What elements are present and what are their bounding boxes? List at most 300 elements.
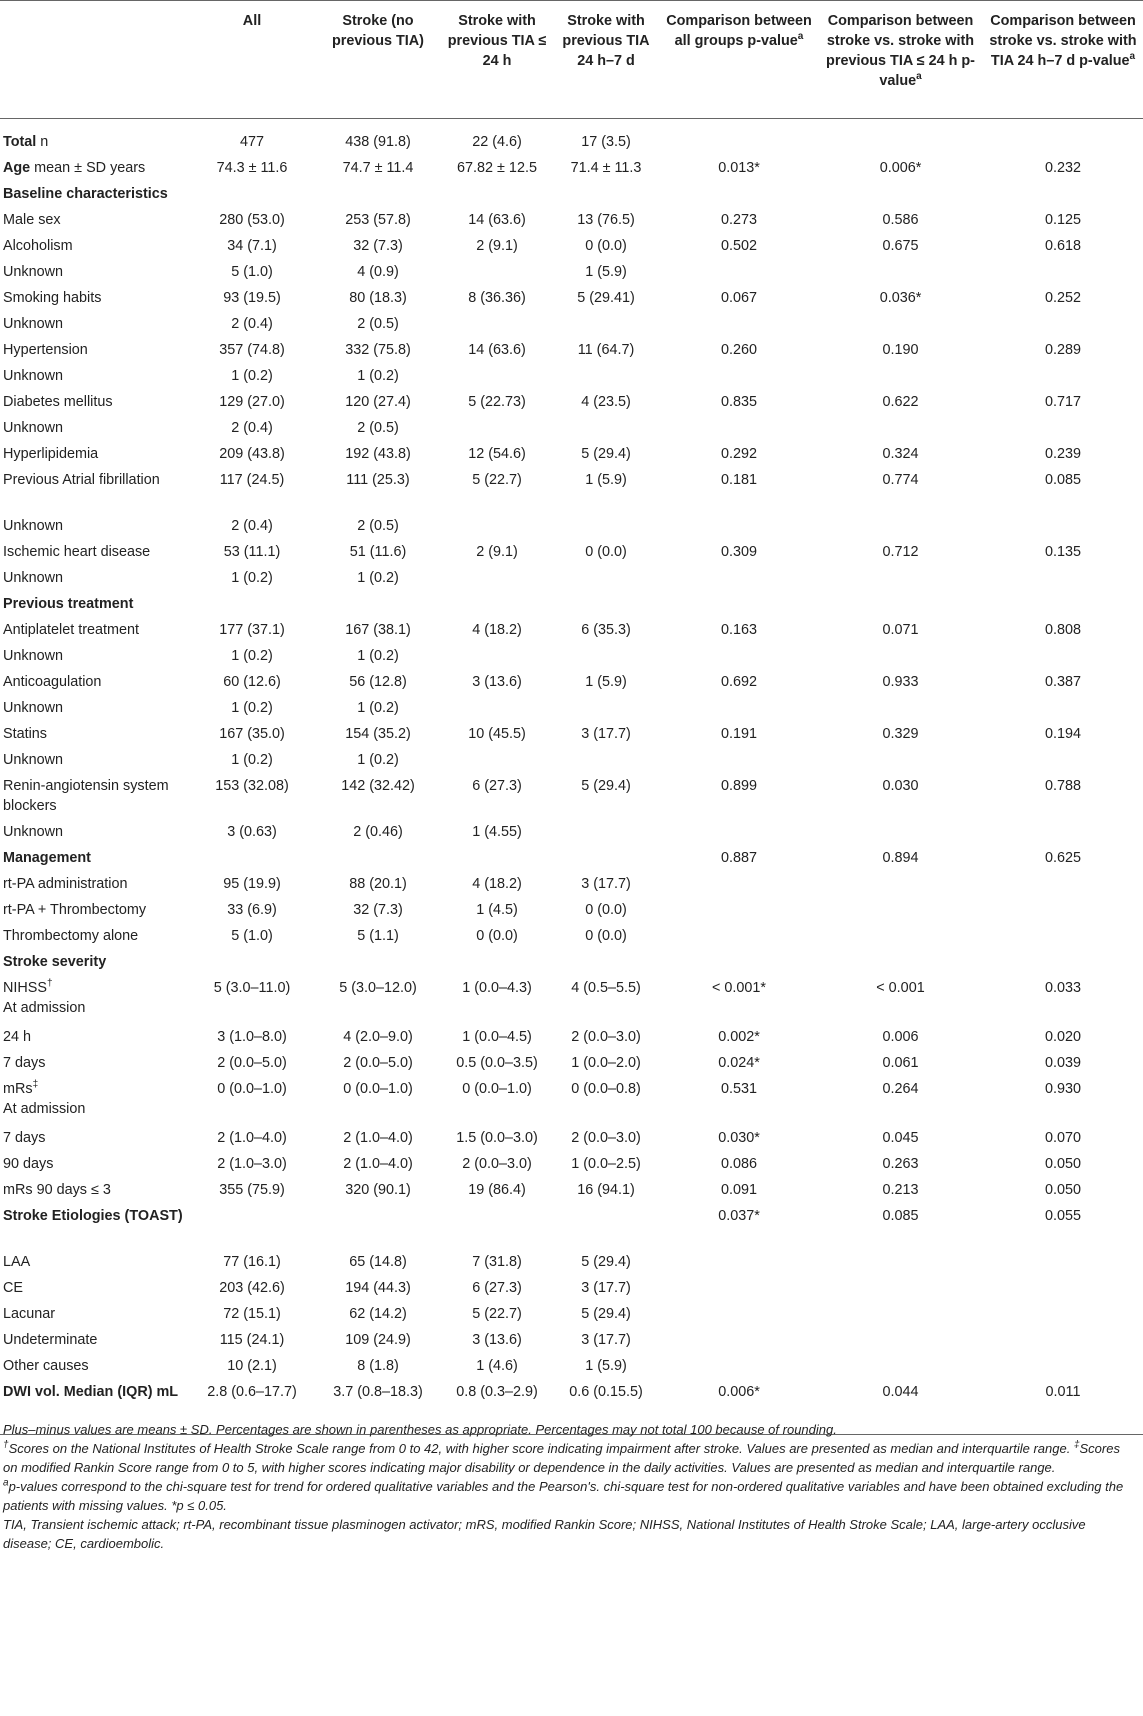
cell-tia24h: 22 (4.6) — [472, 134, 522, 150]
cell-p-7d — [983, 1301, 1143, 1327]
table-row — [0, 845, 1143, 871]
row-label: Unknown — [3, 700, 63, 716]
table-row — [0, 337, 1143, 363]
cell-tia24h: 5 (22.7) — [472, 472, 522, 488]
row-label: Total n — [3, 134, 49, 150]
cell-all: 74.3 ± 11.6 — [216, 160, 288, 176]
cell-tia24h: 14 (63.6) — [468, 212, 526, 228]
cell-tia24h: 0.8 (0.3–2.9) — [456, 1384, 538, 1400]
cell-tia24h — [442, 311, 552, 337]
cell-tia24h: 5 (22.73) — [468, 394, 526, 410]
row-label: Unknown — [3, 316, 63, 332]
cell-tia7d: 0 (0.0) — [585, 902, 627, 918]
cell-tia24h: 6 (27.3) — [472, 1280, 522, 1296]
row-label: Unknown — [3, 648, 63, 664]
cell-p-24h — [818, 923, 983, 949]
cell-stroke: 2 (0.5) — [357, 518, 399, 534]
cell-tia24h: 5 (22.7) — [472, 1306, 522, 1322]
table-row — [0, 897, 1143, 923]
cell-tia24h: 14 (63.6) — [468, 342, 526, 358]
row-label: Statins — [3, 726, 47, 742]
cell-p-all: 0.273 — [720, 212, 757, 228]
cell-p-7d: 0.717 — [1044, 394, 1081, 410]
cell-tia7d — [552, 311, 660, 337]
cell-tia24h — [442, 747, 552, 773]
cell-all: 115 (24.1) — [219, 1332, 285, 1348]
cell-p-7d — [983, 1353, 1143, 1379]
cell-p-all: 0.086 — [720, 1156, 757, 1172]
cell-p-7d: 0.625 — [1044, 850, 1081, 866]
cell-tia7d — [552, 643, 660, 669]
table-row — [0, 539, 1143, 565]
cell-tia24h — [442, 845, 552, 871]
cell-tia24h: 1 (4.6) — [476, 1358, 518, 1374]
cell-stroke: 438 (91.8) — [345, 134, 411, 150]
cell-stroke: 2 (0.46) — [353, 824, 403, 840]
cell-p-7d — [983, 1327, 1143, 1353]
cell-tia24h: 19 (86.4) — [468, 1182, 526, 1198]
row-label: Diabetes mellitus — [3, 394, 113, 410]
cell-p-7d — [983, 565, 1143, 591]
cell-all: 93 (19.5) — [223, 290, 281, 306]
cell-tia7d: 1 (0.0–2.0) — [571, 1055, 641, 1071]
cell-all: 2 (0.4) — [231, 420, 273, 436]
cell-p-7d — [983, 311, 1143, 337]
row-label: Unknown — [3, 824, 63, 840]
cell-p-24h: 0.030 — [882, 778, 919, 794]
cell-p-7d — [983, 513, 1143, 539]
cell-p-24h — [818, 181, 983, 207]
cell-p-7d: 0.050 — [1044, 1156, 1081, 1172]
table-row — [0, 207, 1143, 233]
row-label: rt-PA + Thrombectomy — [3, 902, 147, 918]
row-label: mRs‡ At admission — [3, 1079, 86, 1117]
cell-p-24h — [818, 1249, 983, 1275]
cell-tia7d: 1 (5.9) — [585, 674, 627, 690]
cell-all: 355 (75.9) — [219, 1182, 285, 1198]
cell-all: 203 (42.6) — [219, 1280, 285, 1296]
cell-stroke: 8 (1.8) — [357, 1358, 399, 1374]
cell-all: 5 (1.0) — [231, 928, 273, 944]
row-label: Unknown — [3, 518, 63, 534]
cell-p-7d — [983, 871, 1143, 897]
cell-p-24h: 0.263 — [882, 1156, 919, 1172]
cell-all: 5 (1.0) — [231, 264, 273, 280]
cell-stroke: 2 (0.5) — [357, 420, 399, 436]
row-label: Unknown — [3, 264, 63, 280]
cell-tia7d: 11 (64.7) — [577, 342, 635, 358]
cell-p-24h: 0.071 — [882, 622, 919, 638]
row-label: Baseline characteristics — [3, 186, 168, 202]
cell-tia7d — [552, 181, 660, 207]
cell-tia24h — [442, 363, 552, 389]
cell-all — [190, 181, 314, 207]
cell-p-24h: 0.085 — [882, 1208, 919, 1224]
cell-stroke: 65 (14.8) — [349, 1254, 407, 1270]
cell-all: 357 (74.8) — [219, 342, 285, 358]
cell-p-all — [660, 1327, 818, 1353]
table-row — [0, 1301, 1143, 1327]
cell-p-all: 0.502 — [720, 238, 757, 254]
column-header: Comparison between stroke vs. stroke with previous TIA ≤ 24 h p-value$^a$ — [826, 13, 975, 89]
row-label: Stroke severity — [3, 954, 107, 970]
row-label: Smoking habits — [3, 290, 102, 306]
cell-all: 1 (0.2) — [231, 752, 273, 768]
table-row — [0, 1151, 1143, 1177]
cell-tia7d — [552, 1203, 660, 1249]
cell-tia7d: 71.4 ± 11.3 — [570, 160, 642, 176]
cell-tia7d: 0.6 (0.15.5) — [569, 1384, 643, 1400]
cell-p-7d: 0.011 — [1045, 1384, 1081, 1400]
table-row — [0, 565, 1143, 591]
cell-tia24h: 10 (45.5) — [468, 726, 526, 742]
cell-tia7d: 5 (29.4) — [581, 446, 631, 462]
cell-p-all — [660, 181, 818, 207]
cell-tia7d: 0 (0.0) — [585, 928, 627, 944]
cell-tia24h: 12 (54.6) — [468, 446, 526, 462]
row-label: Anticoagulation — [3, 674, 102, 690]
cell-p-all: 0.030* — [718, 1130, 760, 1146]
table-row — [0, 1125, 1143, 1151]
cell-p-all — [660, 897, 818, 923]
cell-p-all — [660, 513, 818, 539]
cell-tia7d — [552, 565, 660, 591]
table-row — [0, 773, 1143, 819]
cell-stroke: 56 (12.8) — [349, 674, 407, 690]
cell-tia7d: 17 (3.5) — [581, 134, 631, 150]
cell-p-all — [660, 1301, 818, 1327]
cell-stroke — [314, 1203, 442, 1249]
cell-stroke: 109 (24.9) — [345, 1332, 411, 1348]
cell-p-7d — [983, 119, 1143, 156]
cell-tia7d: 1 (0.0–2.5) — [571, 1156, 641, 1172]
cell-p-24h — [818, 363, 983, 389]
cell-stroke: 74.7 ± 11.4 — [342, 160, 414, 176]
cell-tia7d: 4 (23.5) — [581, 394, 631, 410]
cell-p-24h: 0.044 — [882, 1384, 919, 1400]
table-row — [0, 1050, 1143, 1076]
cell-stroke: 2 (0.0–5.0) — [343, 1055, 413, 1071]
cell-p-24h — [818, 259, 983, 285]
cell-p-24h — [818, 591, 983, 617]
cell-p-7d: 0.050 — [1044, 1182, 1081, 1198]
cell-all: 1 (0.2) — [231, 700, 273, 716]
cell-p-24h: 0.675 — [882, 238, 919, 254]
cell-p-7d: 0.135 — [1044, 544, 1081, 560]
cell-all: 2 (1.0–4.0) — [217, 1130, 287, 1146]
footnote-4: TIA, Transient ischemic attack; rt-PA, recombinant tissue plasminogen activator; mRS, modified Rankin Score; NIHSS, National Institutes of Health Stroke Scale; LAA, large-artery occlusive disease; CE, cardioembolic. — [3, 1517, 1086, 1551]
cell-all: 1 (0.2) — [231, 648, 273, 664]
cell-p-all: 0.899 — [720, 778, 757, 794]
cell-stroke: 80 (18.3) — [349, 290, 407, 306]
cell-p-24h: 0.324 — [882, 446, 919, 462]
cell-all: 167 (35.0) — [219, 726, 285, 742]
table-row — [0, 233, 1143, 259]
table-row — [0, 871, 1143, 897]
cell-stroke: 154 (35.2) — [345, 726, 411, 742]
column-header: Comparison between all groups p-value$^a$ — [666, 13, 812, 49]
cell-all: 177 (37.1) — [219, 622, 285, 638]
cell-p-7d: 0.194 — [1044, 726, 1081, 742]
row-label: Unknown — [3, 570, 63, 586]
cell-all: 3 (0.63) — [227, 824, 277, 840]
cell-p-7d: 0.252 — [1044, 290, 1081, 306]
cell-p-7d: 0.808 — [1044, 622, 1081, 638]
cell-tia7d: 1 (5.9) — [585, 264, 627, 280]
cell-stroke: 332 (75.8) — [345, 342, 411, 358]
table-header — [0, 1, 1143, 119]
row-label: 24 h — [3, 1029, 32, 1045]
table-row — [0, 259, 1143, 285]
cell-p-all: 0.887 — [720, 850, 757, 866]
row-label: LAA — [3, 1254, 31, 1270]
cell-tia24h: 1 (4.55) — [472, 824, 522, 840]
cell-stroke: 194 (44.3) — [345, 1280, 411, 1296]
cell-all: 5 (3.0–11.0) — [213, 980, 291, 996]
cell-all: 33 (6.9) — [227, 902, 277, 918]
cell-p-7d — [983, 695, 1143, 721]
table-row — [0, 181, 1143, 207]
cell-p-all — [660, 119, 818, 156]
cell-stroke: 192 (43.8) — [345, 446, 411, 462]
cell-p-all: 0.835 — [720, 394, 757, 410]
cell-p-24h: 0.264 — [882, 1081, 919, 1097]
cell-stroke: 5 (3.0–12.0) — [339, 980, 417, 996]
cell-tia7d: 2 (0.0–3.0) — [571, 1130, 641, 1146]
cell-p-24h: 0.712 — [882, 544, 919, 560]
row-label: Lacunar — [3, 1306, 56, 1322]
cell-p-24h — [818, 415, 983, 441]
cell-tia7d: 0 (0.0) — [585, 544, 627, 560]
cell-all: 0 (0.0–1.0) — [217, 1081, 287, 1097]
cell-p-24h — [818, 1353, 983, 1379]
cell-p-all: 0.292 — [720, 446, 757, 462]
cell-all: 280 (53.0) — [219, 212, 285, 228]
table-row — [0, 1024, 1143, 1050]
table-row — [0, 1275, 1143, 1301]
cell-stroke: 32 (7.3) — [353, 902, 403, 918]
cell-p-24h — [818, 897, 983, 923]
table-row — [0, 467, 1143, 513]
cell-stroke — [314, 845, 442, 871]
cell-p-7d: 0.085 — [1044, 472, 1081, 488]
cell-p-24h — [818, 1327, 983, 1353]
cell-p-all — [660, 643, 818, 669]
cell-stroke: 3.7 (0.8–18.3) — [333, 1384, 423, 1400]
cell-p-all: 0.191 — [720, 726, 757, 742]
cell-tia7d: 5 (29.4) — [581, 1254, 631, 1270]
cell-p-all — [660, 747, 818, 773]
cell-tia7d — [552, 819, 660, 845]
row-label: Alcoholism — [3, 238, 73, 254]
cell-all: 1 (0.2) — [231, 368, 273, 384]
row-label: mRs 90 days ≤ 3 — [3, 1182, 111, 1198]
cell-tia24h — [442, 181, 552, 207]
cell-p-7d — [983, 923, 1143, 949]
footnote-2: †Scores on the National Institutes of Health Stroke Scale range from 0 to 42, with higher score indicating impairment after stroke. Values are presented as median and interquartile range. ‡Scores on modified Rankin Score range from 0 to 5, with higher scores indicating major disability or dependence in the daily activities. Values are presented as median and interquartile range. — [3, 1439, 1120, 1475]
cell-tia7d: 5 (29.41) — [577, 290, 635, 306]
cell-stroke: 1 (0.2) — [357, 648, 399, 664]
cell-p-24h: 0.329 — [882, 726, 919, 742]
cell-stroke — [314, 591, 442, 617]
table-body — [0, 119, 1143, 1435]
cell-tia7d — [552, 415, 660, 441]
table-row — [0, 1177, 1143, 1203]
cell-p-24h — [818, 119, 983, 156]
cell-all — [190, 591, 314, 617]
cell-tia24h: 3 (13.6) — [472, 1332, 522, 1348]
cell-tia7d: 3 (17.7) — [581, 876, 631, 892]
cell-p-7d — [983, 949, 1143, 975]
table-row — [0, 721, 1143, 747]
cell-all: 477 — [239, 134, 264, 150]
cell-p-24h: 0.006* — [879, 160, 922, 176]
cell-all: 129 (27.0) — [219, 394, 285, 410]
cell-tia7d: 3 (17.7) — [581, 1280, 631, 1296]
cell-all: 153 (32.08) — [215, 778, 289, 794]
cell-p-all — [660, 819, 818, 845]
cell-stroke: 2 (1.0–4.0) — [343, 1130, 413, 1146]
cell-p-all — [660, 1275, 818, 1301]
cell-tia7d — [552, 747, 660, 773]
row-label: Previous treatment — [3, 596, 134, 612]
column-header: Stroke (no previous TIA) — [332, 13, 424, 49]
cell-tia7d: 3 (17.7) — [581, 1332, 631, 1348]
cell-tia24h: 0 (0.0) — [476, 928, 518, 944]
row-label: NIHSS† At admission — [3, 978, 86, 1016]
cell-all: 60 (12.6) — [223, 674, 281, 690]
cell-p-24h: 0.190 — [882, 342, 919, 358]
cell-p-7d — [983, 415, 1143, 441]
column-header: Comparison between stroke vs. stroke with TIA 24 h–7 d p-value$^a$ — [989, 13, 1137, 69]
cell-p-7d — [983, 643, 1143, 669]
cell-tia24h: 3 (13.6) — [472, 674, 522, 690]
cell-stroke: 253 (57.8) — [345, 212, 411, 228]
cell-all: 72 (15.1) — [223, 1306, 281, 1322]
cell-tia24h — [442, 695, 552, 721]
cell-tia24h — [442, 1203, 552, 1249]
cell-p-24h — [818, 949, 983, 975]
cell-p-7d: 0.387 — [1044, 674, 1081, 690]
cell-tia24h: 4 (18.2) — [472, 876, 522, 892]
cell-tia7d: 6 (35.3) — [581, 622, 631, 638]
cell-p-24h: 0.213 — [882, 1182, 919, 1198]
cell-p-7d: 0.289 — [1044, 342, 1081, 358]
cell-stroke: 1 (0.2) — [357, 700, 399, 716]
cell-all: 2 (0.4) — [231, 518, 273, 534]
cell-stroke: 62 (14.2) — [349, 1306, 407, 1322]
table-row — [0, 441, 1143, 467]
cell-stroke: 1 (0.2) — [357, 368, 399, 384]
cell-p-7d: 0.239 — [1044, 446, 1081, 462]
cell-p-24h: 0.061 — [882, 1055, 919, 1071]
cell-p-24h: 0.006 — [882, 1029, 919, 1045]
cell-tia7d: 0 (0.0–0.8) — [571, 1081, 641, 1097]
cell-p-7d — [983, 819, 1143, 845]
table-row — [0, 923, 1143, 949]
column-header — [0, 1, 190, 119]
cell-all — [190, 949, 314, 975]
cell-p-24h — [818, 819, 983, 845]
cell-p-7d — [983, 591, 1143, 617]
cell-p-24h — [818, 747, 983, 773]
cell-tia7d — [552, 845, 660, 871]
cell-tia7d: 3 (17.7) — [581, 726, 631, 742]
cell-p-all — [660, 871, 818, 897]
cell-all: 77 (16.1) — [223, 1254, 281, 1270]
cell-all: 10 (2.1) — [227, 1358, 277, 1374]
cell-all: 3 (1.0–8.0) — [217, 1029, 287, 1045]
table-row — [0, 949, 1143, 975]
cell-p-7d: 0.070 — [1044, 1130, 1081, 1146]
cell-p-7d: 0.020 — [1044, 1029, 1081, 1045]
table-row — [0, 119, 1143, 156]
row-label: Antiplatelet treatment — [3, 622, 139, 638]
cell-p-24h: 0.774 — [882, 472, 919, 488]
cell-p-all — [660, 923, 818, 949]
row-label: Renin-angiotensin system blockers — [3, 778, 169, 814]
cell-p-all — [660, 311, 818, 337]
row-label: Management — [3, 850, 91, 866]
cell-tia24h — [442, 415, 552, 441]
cell-all: 2 (1.0–3.0) — [217, 1156, 287, 1172]
cell-tia24h — [442, 259, 552, 285]
table-row — [0, 617, 1143, 643]
cell-stroke: 51 (11.6) — [349, 544, 407, 560]
cell-p-7d — [983, 181, 1143, 207]
row-label: Hypertension — [3, 342, 88, 358]
cell-tia24h: 6 (27.3) — [472, 778, 522, 794]
cell-stroke: 4 (0.9) — [357, 264, 399, 280]
cell-p-all: 0.531 — [720, 1081, 757, 1097]
row-label: Unknown — [3, 368, 63, 384]
cell-p-24h — [818, 1301, 983, 1327]
row-label: Previous Atrial fibrillation — [3, 472, 160, 488]
cell-stroke — [314, 181, 442, 207]
cell-p-all: 0.309 — [720, 544, 757, 560]
cell-tia24h: 0.5 (0.0–3.5) — [456, 1055, 538, 1071]
cell-tia7d — [552, 513, 660, 539]
table-row — [0, 669, 1143, 695]
cell-all: 2 (0.4) — [231, 316, 273, 332]
cell-tia7d: 16 (94.1) — [577, 1182, 635, 1198]
cell-tia7d: 13 (76.5) — [577, 212, 635, 228]
cell-p-7d: 0.618 — [1044, 238, 1081, 254]
cell-tia24h: 1 (0.0–4.3) — [462, 980, 532, 996]
cell-tia7d: 0 (0.0) — [585, 238, 627, 254]
table-row — [0, 415, 1143, 441]
cell-p-all — [660, 565, 818, 591]
cell-p-7d: 0.232 — [1044, 160, 1081, 176]
cell-tia24h: 67.82 ± 12.5 — [457, 160, 537, 176]
cell-p-all: 0.002* — [718, 1029, 760, 1045]
cell-stroke: 2 (1.0–4.0) — [343, 1156, 413, 1172]
cell-p-all — [660, 591, 818, 617]
cell-tia7d: 5 (29.4) — [581, 778, 631, 794]
cell-all — [190, 845, 314, 871]
cell-p-all — [660, 415, 818, 441]
cell-tia7d — [552, 695, 660, 721]
cell-tia7d — [552, 591, 660, 617]
table-row — [0, 591, 1143, 617]
cell-all: 95 (19.9) — [223, 876, 281, 892]
cell-stroke: 111 (25.3) — [346, 472, 410, 488]
cell-p-all: 0.692 — [720, 674, 757, 690]
cell-p-24h: 0.933 — [882, 674, 919, 690]
cell-tia24h: 7 (31.8) — [472, 1254, 522, 1270]
row-label: 90 days — [3, 1156, 54, 1172]
cell-stroke: 88 (20.1) — [349, 876, 407, 892]
